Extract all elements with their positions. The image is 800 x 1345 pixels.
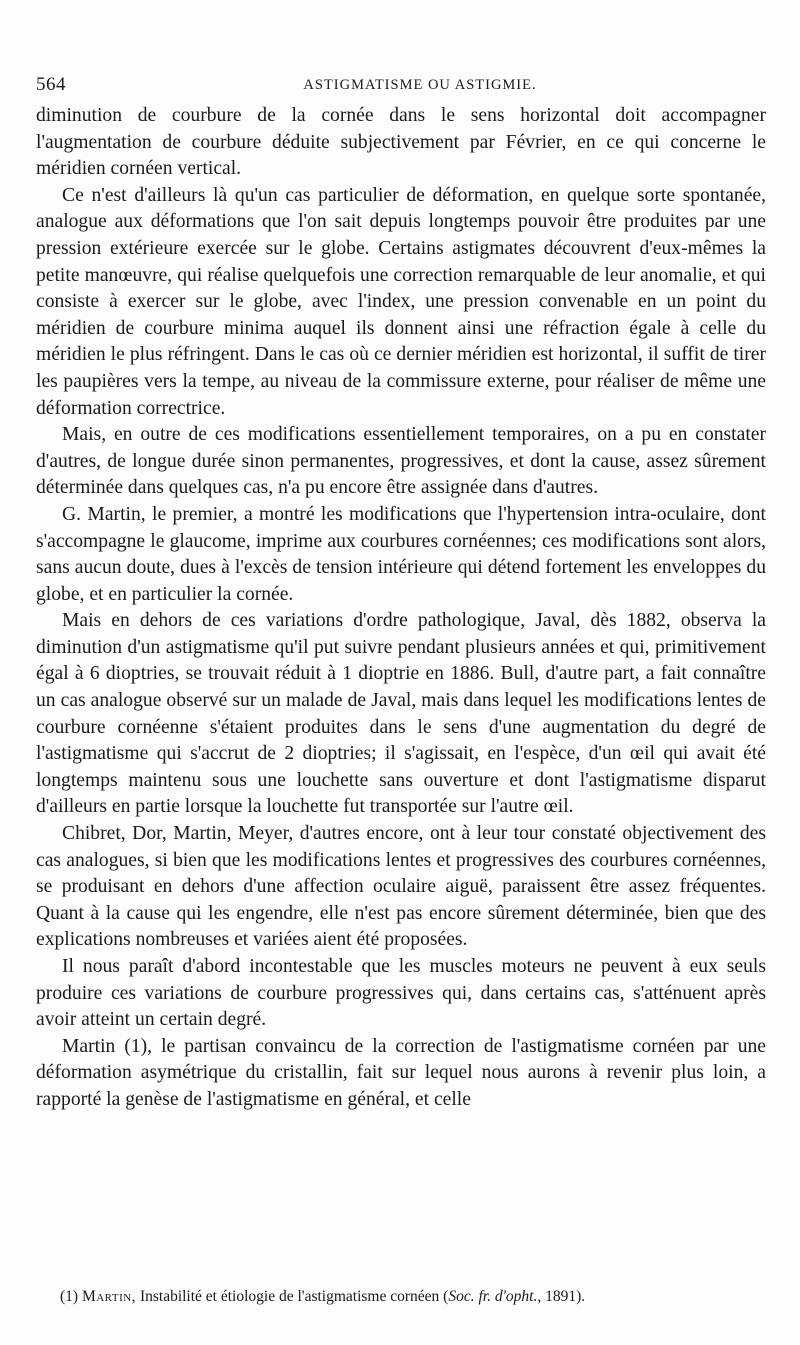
page-number: 564 [36, 74, 66, 95]
paragraph: G. Martin, le premier, a montré les modifications que l'hypertension intra-oculaire, dont s'accompagne le glaucome, imprime aux courbures cornéennes; ces modifications sont alors, sans aucun doute, dues à l'excès de tension intérieure qui détend fortement les enveloppes du globe, et en particulier la cornée. [36, 503, 766, 605]
paragraph: Il nous paraît d'abord incontestable que les muscles moteurs ne peuvent à eux seuls produire ces variations de courbure progressives qui, dans certains cas, s'atténuent après avoir atteint un certain degré. [36, 956, 766, 1031]
page-header [36, 74, 764, 98]
running-title: ASTIGMATISME OU ASTIGMIE. [303, 77, 537, 93]
paragraph: Chibret, Dor, Martin, Meyer, d'autres encore, ont à leur tour constaté objectivement des cas analogues, si bien que les modifications lentes et progressives des courbures cornéennes, se produisant en dehors d'une affection oculaire aiguë, paraissent être assez fréquentes. Quant à la cause qui les engendre, elle n'est pas encore sûrement déterminée, bien que des explications nombreuses et variées aient été proposées. [36, 823, 766, 951]
footnote-text: Instabilité et étiologie de l'astigmatisme cornéen ( [139, 1288, 449, 1305]
body-text [36, 103, 766, 1114]
footnote-marker: (1) [60, 1288, 79, 1305]
paragraph: Martin (1), le partisan convaincu de la correction de l'astigmatisme cornéen par une déformation asymétrique du cristallin, fait sur lequel nous aurons à revenir plus loin, a rapporté la genèse de l'astigmatisme en général, et celle [36, 1035, 766, 1110]
footnote [36, 1287, 766, 1307]
paragraph: diminution de courbure de la cornée dans le sens horizontal doit accompagner l'augmentation de courbure déduite subjectivement par Février, en ce qui concerne le méridien cornéen vertical. [36, 105, 766, 180]
paragraph: Mais en dehors de ces variations d'ordre pathologique, Javal, dès 1882, observa la diminution d'un astigmatisme qu'il put suivre pendant plusieurs années et qui, primitivement égal à 6 dioptries, se trouvait réduit à 1 dioptrie en 1886. Bull, d'autre part, a fait connaître un cas analogue observé sur un malade de Javal, mais dans lequel les modifications lentes de courbure cornéenne s'étaient produites dans le sens d'une augmentation du degré de l'astigmatisme qui s'accrut de 2 dioptries; il s'agissait, en l'espèce, d'un œil qui avait été longtemps maintenu sous une louchette sans ouverture et dont l'astigmatisme disparut d'ailleurs en partie lorsque la louchette fut transportée sur l'autre œil. [36, 610, 766, 818]
footnote-author: Martin, [81, 1288, 137, 1305]
footnote-source: Soc. fr. d'opht. [448, 1288, 538, 1305]
paragraph: Mais, en outre de ces modifications essentiellement temporaires, on a pu en constater d'autres, de longue durée sinon permanentes, progressives, et dont la cause, assez sûrement déterminée dans quelques cas, n'a pu encore être assignée dans d'autres. [36, 424, 766, 499]
footnote-year: , 1891). [537, 1288, 586, 1305]
paragraph: Ce n'est d'ailleurs là qu'un cas particulier de déformation, en quelque sorte spontanée, analogue aux déformations que l'on sait depuis longtemps pouvoir être produites par une pression extérieure exercée sur le globe. Certains astigmates découvrent d'eux-mêmes la petite manœuvre, qui réalise quelquefois une correction remarquable de leur anomalie, et qui consiste à exercer sur le globe, avec l'index, une pression convenable en un point du méridien de courbure minima auquel ils donnent ainsi une réfraction égale à celle du méridien le plus réfringent. Dans le cas où ce dernier méridien est horizontal, il suffit de tirer les paupières vers la tempe, au niveau de la commissure externe, pour réaliser de même une déformation correctrice. [36, 184, 766, 419]
